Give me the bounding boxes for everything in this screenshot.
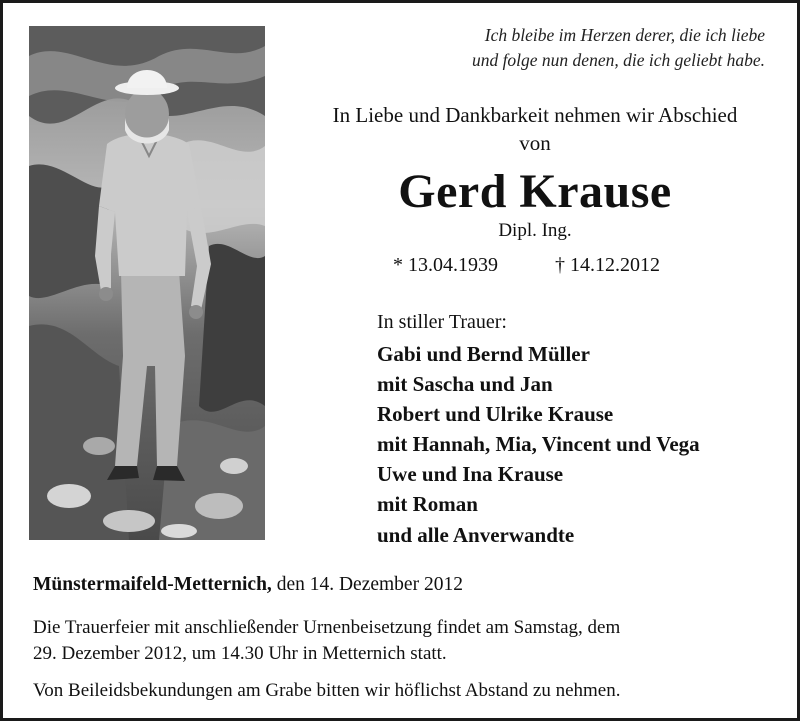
intro-line-1: In Liebe und Dankbarkeit nehmen wir Abschied	[332, 103, 738, 127]
birth-date: * 13.04.1939	[393, 254, 498, 276]
mourner-line: und alle Anverwandte	[377, 522, 575, 547]
deceased-title: Dipl. Ing.	[498, 220, 572, 241]
closing-note: Von Beileidsbekundungen am Grabe bitten wir höflichst Abstand zu nehmen.	[33, 680, 621, 701]
poem-line-2: und folge nun denen, die ich geliebt habe.	[471, 50, 765, 70]
death-date: † 14.12.2012	[555, 254, 660, 276]
mourners-list	[377, 339, 700, 550]
mourner-line: mit Sascha und Jan	[377, 372, 553, 397]
mourner-line: mit Hannah, Mia, Vincent und Vega	[377, 432, 700, 457]
mourners-heading: In stiller Trauer:	[377, 311, 507, 333]
ceremony-line-2: 29. Dezember 2012, um 14.30 Uhr in Metternich statt.	[33, 643, 447, 664]
mourner-line: Robert und Ulrike Krause	[377, 402, 614, 427]
place-name: Münstermaifeld-Metternich,	[33, 574, 272, 595]
notice-date: den 14. Dezember 2012	[271, 574, 463, 595]
portrait-photo	[29, 26, 265, 540]
ceremony-info	[33, 615, 773, 667]
deceased-name: Gerd Krause	[398, 165, 672, 218]
memorial-poem	[345, 23, 765, 73]
intro-line-2: von	[519, 131, 551, 155]
mourner-line: Uwe und Ina Krause	[377, 462, 564, 487]
farewell-intro	[285, 101, 785, 157]
poem-line-1: Ich bleibe im Herzen derer, die ich liebe	[484, 25, 765, 45]
portrait-photo-drawing	[29, 26, 265, 540]
ceremony-line-1: Die Trauerfeier mit anschließender Urnenbeisetzung findet am Samstag, dem	[33, 617, 621, 638]
place-date-line	[33, 572, 463, 598]
mourner-line: Gabi und Bernd Müller	[377, 342, 590, 366]
mourner-line: mit Roman	[377, 492, 478, 517]
